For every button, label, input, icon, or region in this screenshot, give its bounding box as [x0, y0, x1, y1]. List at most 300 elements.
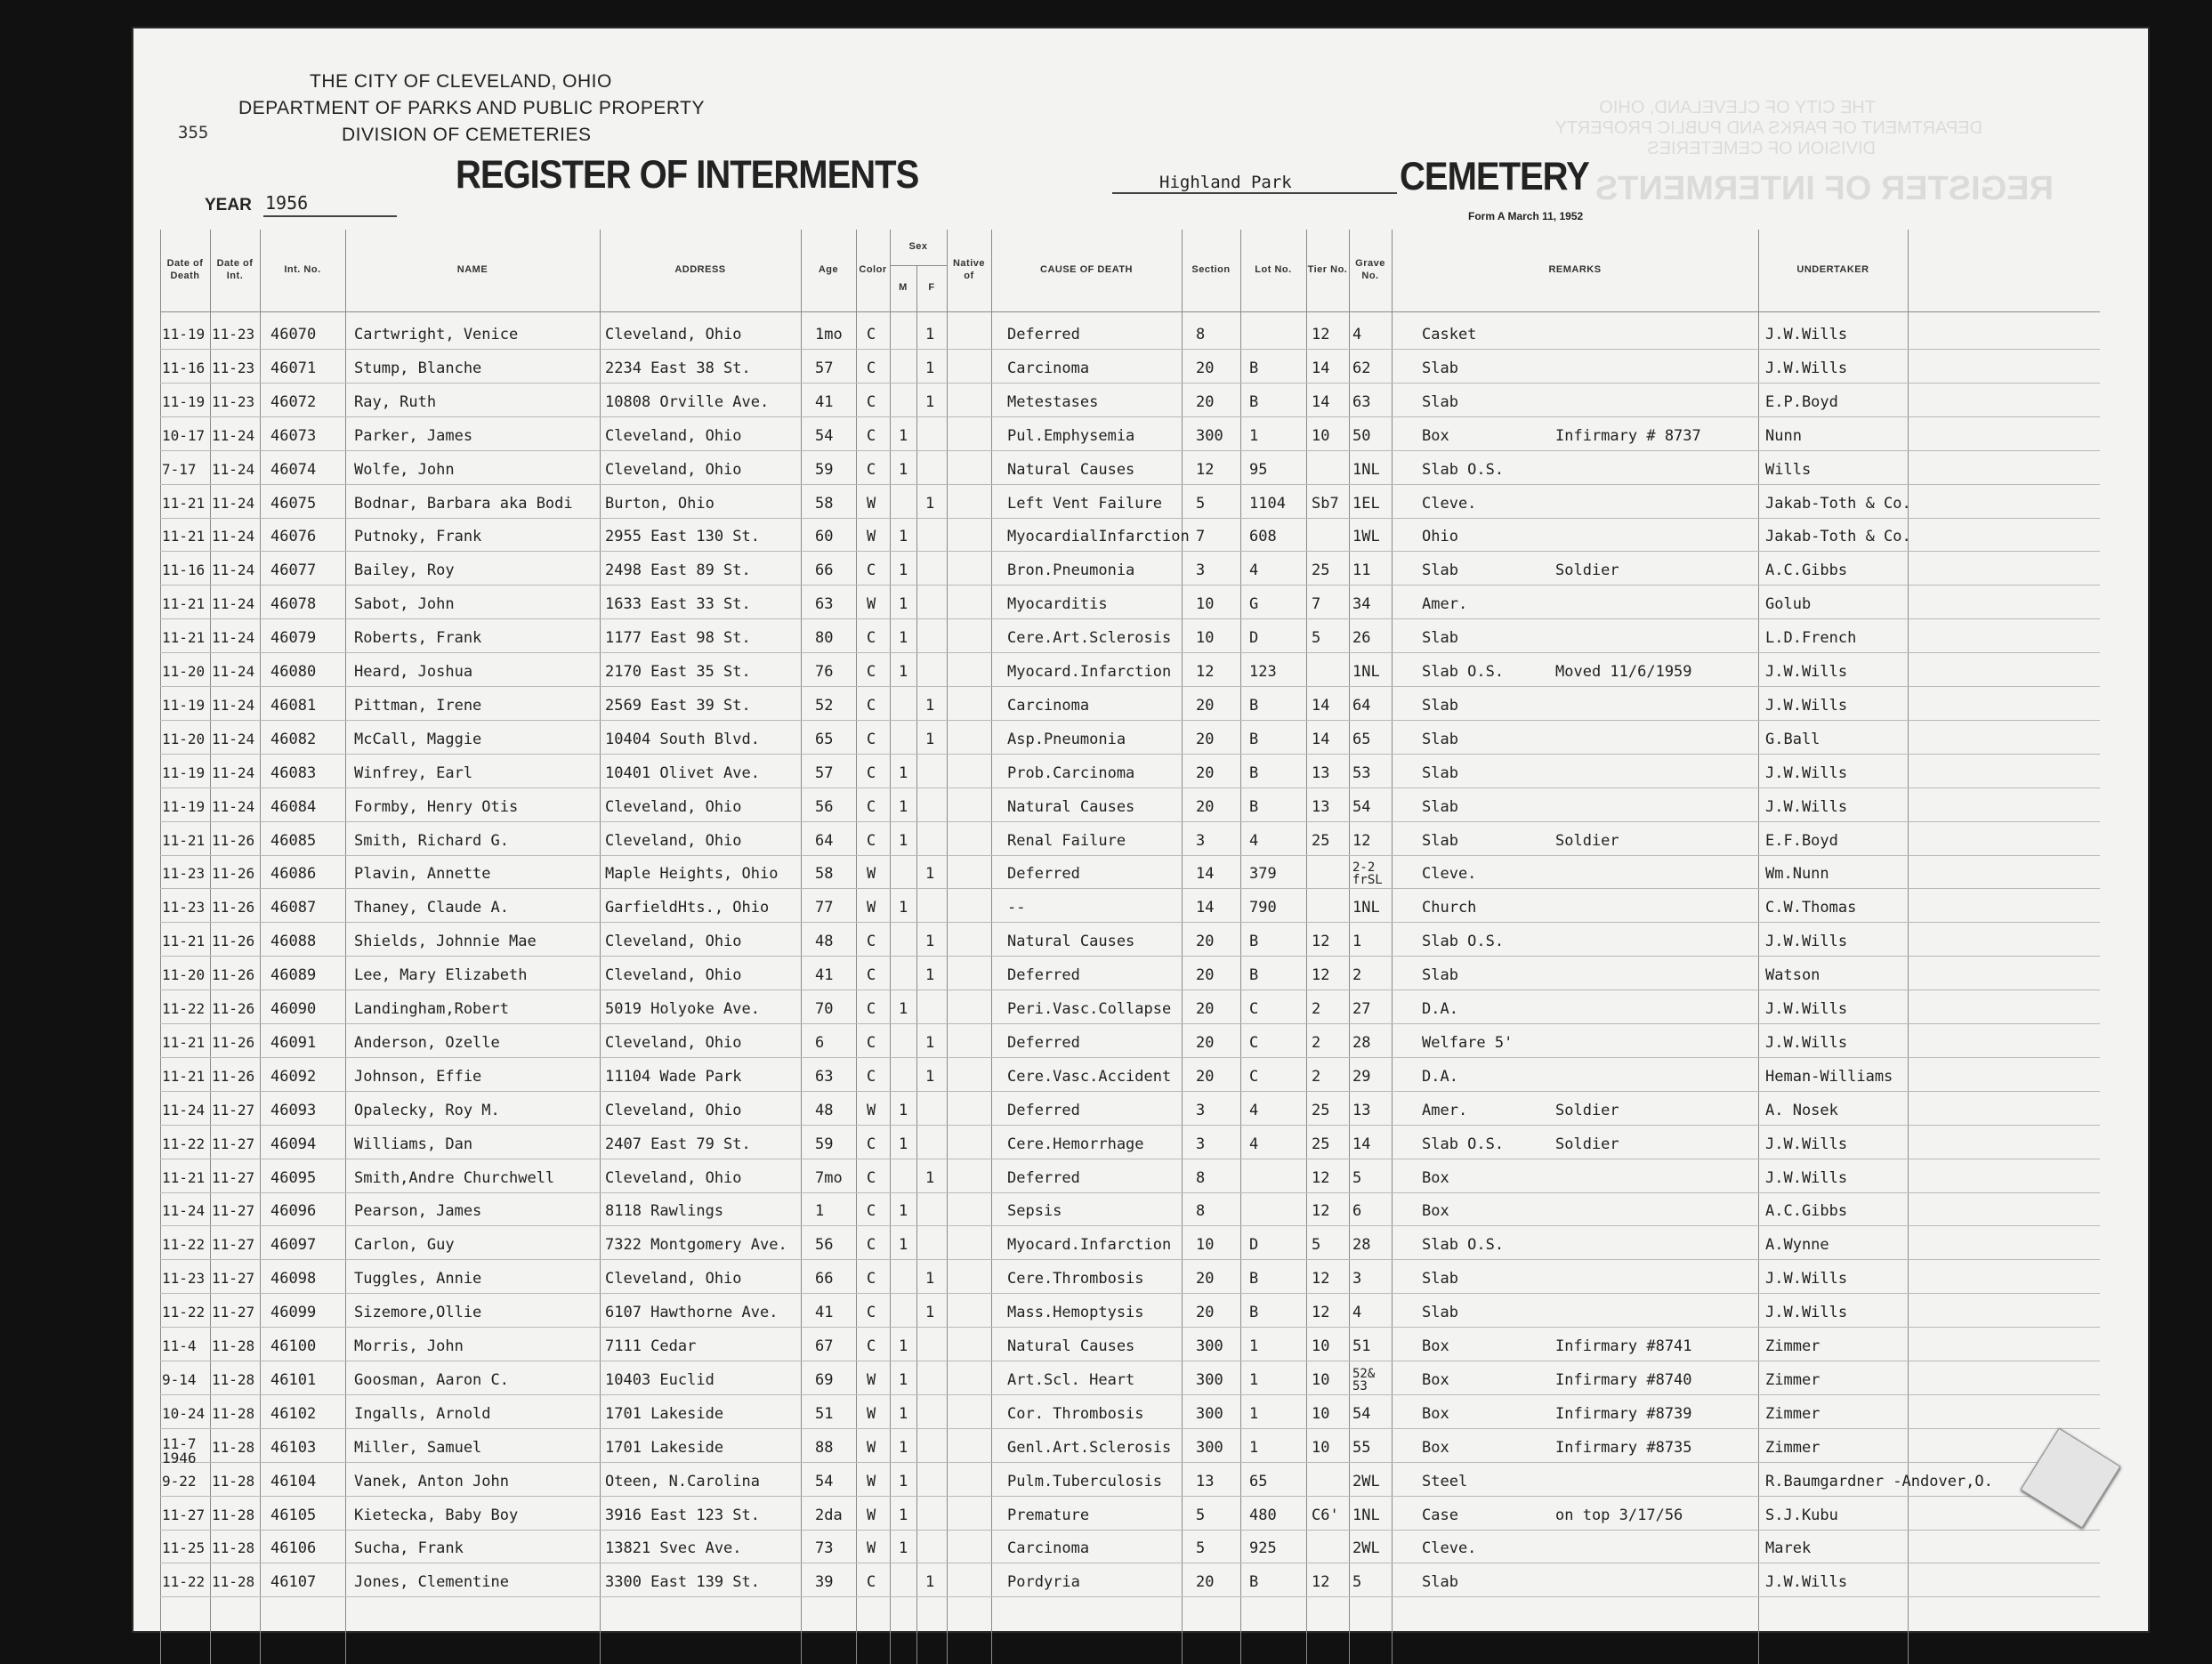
- cell-sex-m: 1: [899, 1337, 908, 1355]
- cell-remarks-note: Soldier: [1555, 561, 1619, 579]
- cell-section: 5: [1196, 1506, 1206, 1524]
- col-name: NAME: [456, 264, 488, 276]
- cell-address: 10401 Olivet Ave.: [605, 764, 760, 782]
- cell-age: 7mo: [815, 1169, 843, 1187]
- cell-lot: B: [1249, 933, 1259, 950]
- cell-tier: 10: [1312, 1439, 1330, 1457]
- cell-grave: 28: [1352, 1034, 1371, 1052]
- cell-remarks-disposition: D.A.: [1422, 1000, 1458, 1018]
- cell-cause: Cere.Hemorrhage: [1007, 1135, 1144, 1153]
- cell-remarks-disposition: Ohio: [1422, 528, 1458, 545]
- cell-name: Miller, Samuel: [354, 1439, 482, 1457]
- cell-lot: 4: [1249, 1135, 1259, 1153]
- row-rule: [160, 1530, 2100, 1531]
- cell-address: 11104 Wade Park: [605, 1068, 742, 1086]
- cell-section: 10: [1196, 1236, 1215, 1254]
- cell-name: Morris, John: [354, 1337, 464, 1355]
- col-remarks: REMARKS: [1548, 264, 1602, 276]
- cell-cause: Pul.Emphysemia: [1007, 427, 1135, 445]
- cell-grave: 2: [1352, 966, 1362, 984]
- cell-age: 88: [815, 1439, 834, 1457]
- cell-grave: 28: [1352, 1236, 1371, 1254]
- cell-remarks-note: Soldier: [1555, 832, 1619, 850]
- cell-tier: 2: [1312, 1068, 1321, 1086]
- row-rule: [160, 1596, 2100, 1597]
- cell-date-of-death: 11-22: [162, 1135, 206, 1152]
- cell-tier: 12: [1312, 1304, 1330, 1321]
- row-rule: [160, 855, 2100, 856]
- cell-lot: B: [1249, 966, 1259, 984]
- year-underline: [263, 215, 397, 217]
- cell-undertaker: J.W.Wills: [1765, 1304, 1848, 1321]
- cell-remarks-disposition: Cleve.: [1422, 495, 1477, 513]
- row-rule: [160, 349, 2100, 350]
- cell-remarks-disposition: Slab: [1422, 764, 1458, 782]
- cell-cause: Myocard.Infarction: [1007, 663, 1172, 681]
- cell-remarks-disposition: Slab O.S.: [1422, 1236, 1505, 1254]
- cell-undertaker: J.W.Wills: [1765, 1135, 1848, 1153]
- cell-tier: 7: [1312, 595, 1321, 613]
- department-heading: DEPARTMENT OF PARKS AND PUBLIC PROPERTY: [238, 98, 706, 118]
- cell-lot: 925: [1249, 1539, 1277, 1557]
- cell-remarks-disposition: Box: [1422, 427, 1449, 445]
- cell-section: 10: [1196, 629, 1215, 647]
- cell-name: Bodnar, Barbara aka Bodi: [354, 495, 573, 513]
- cell-address: Cleveland, Ohio: [605, 1169, 742, 1187]
- cell-remarks-disposition: Church: [1422, 899, 1477, 917]
- cell-date-of-death: 11-23: [162, 865, 206, 882]
- cell-int-no: 46095: [270, 1169, 317, 1187]
- cell-section: 20: [1196, 764, 1215, 782]
- cell-cause: Myocard.Infarction: [1007, 1236, 1172, 1254]
- cell-tier: 14: [1312, 697, 1330, 715]
- column-rule: [210, 230, 211, 1664]
- cell-undertaker: J.W.Wills: [1765, 764, 1848, 782]
- cell-sex-m: 1: [899, 595, 908, 613]
- cell-cause: Pulm.Tuberculosis: [1007, 1473, 1162, 1490]
- cell-date-of-int: 11-28: [212, 1473, 255, 1490]
- cell-sex-m: 1: [899, 1236, 908, 1254]
- cell-remarks-disposition: Slab: [1422, 393, 1458, 411]
- cell-grave: 3: [1352, 1270, 1362, 1288]
- cell-age: 41: [815, 393, 834, 411]
- cell-undertaker: Wills: [1765, 461, 1812, 479]
- cell-color: W: [867, 528, 876, 545]
- cell-grave: 4: [1352, 1304, 1362, 1321]
- cell-name: Williams, Dan: [354, 1135, 473, 1153]
- row-rule: [160, 1225, 2100, 1226]
- cell-color: C: [867, 461, 876, 479]
- cell-section: 7: [1196, 528, 1206, 545]
- cell-date-of-int: 11-26: [212, 832, 255, 849]
- cell-cause: Premature: [1007, 1506, 1090, 1524]
- cell-grave: 11: [1352, 561, 1371, 579]
- cell-color: W: [867, 899, 876, 917]
- cell-tier: 2: [1312, 1034, 1321, 1052]
- cell-address: Cleveland, Ohio: [605, 798, 742, 816]
- cell-section: 13: [1196, 1473, 1215, 1490]
- cell-lot: B: [1249, 359, 1259, 377]
- cell-grave: 1WL: [1352, 528, 1380, 545]
- cell-cause: Natural Causes: [1007, 1337, 1135, 1355]
- cell-lot: 4: [1249, 1102, 1259, 1119]
- column-rule: [1908, 230, 1909, 1664]
- row-rule: [160, 1293, 2100, 1294]
- page-number: 355: [178, 123, 209, 142]
- cell-date-of-death: 11-20: [162, 966, 206, 983]
- column-rule: [801, 230, 802, 1664]
- cell-grave: 1NL: [1352, 663, 1380, 681]
- cell-cause: Left Vent Failure: [1007, 495, 1162, 513]
- cell-color: C: [867, 731, 876, 748]
- cell-undertaker: E.P.Boyd: [1765, 393, 1838, 411]
- cell-date-of-int: 11-24: [212, 731, 255, 747]
- cell-tier: 12: [1312, 1573, 1330, 1591]
- cell-lot: B: [1249, 697, 1259, 715]
- cell-sex-m: 1: [899, 663, 908, 681]
- cell-address: Cleveland, Ohio: [605, 461, 742, 479]
- cell-undertaker: J.W.Wills: [1765, 1169, 1848, 1187]
- cell-undertaker: A. Nosek: [1765, 1102, 1838, 1119]
- year-value: 1956: [265, 192, 309, 214]
- row-rule: [160, 922, 2100, 923]
- cell-grave: 62: [1352, 359, 1371, 377]
- column-headers: [160, 230, 2030, 311]
- cell-lot: B: [1249, 1270, 1259, 1288]
- cell-section: 3: [1196, 1102, 1206, 1119]
- cell-sex-f: 1: [925, 326, 935, 343]
- cell-date-of-death: 11-21: [162, 1068, 206, 1085]
- row-rule: [160, 450, 2100, 451]
- cell-undertaker: J.W.Wills: [1765, 359, 1848, 377]
- cell-sex-m: 1: [899, 1506, 908, 1524]
- cell-lot: 123: [1249, 663, 1277, 681]
- cell-section: 300: [1196, 427, 1223, 445]
- cell-int-no: 46077: [270, 561, 317, 579]
- cell-address: Oteen, N.Carolina: [605, 1473, 760, 1490]
- row-rule: [160, 484, 2100, 485]
- cell-color: W: [867, 1405, 876, 1423]
- column-rule: [160, 230, 161, 1664]
- cell-int-no: 46093: [270, 1102, 317, 1119]
- cell-sex-f: 1: [925, 1169, 935, 1187]
- cell-name: Pearson, James: [354, 1202, 482, 1220]
- cell-date-of-int: 11-28: [212, 1439, 255, 1456]
- cell-sex-m: 1: [899, 899, 908, 917]
- cell-int-no: 46086: [270, 865, 317, 883]
- cell-int-no: 46072: [270, 393, 317, 411]
- cell-address: 1701 Lakeside: [605, 1439, 724, 1457]
- cell-remarks-note: on top 3/17/56: [1555, 1506, 1683, 1524]
- cell-date-of-int: 11-24: [212, 629, 255, 646]
- cell-color: C: [867, 359, 876, 377]
- cell-age: 41: [815, 966, 834, 984]
- cell-age: 66: [815, 561, 834, 579]
- cell-sex-f: 1: [925, 359, 935, 377]
- cell-date-of-death: 11-22: [162, 1304, 206, 1321]
- cell-age: 48: [815, 1102, 834, 1119]
- cell-sex-f: 1: [925, 933, 935, 950]
- cell-date-of-death: 11-22: [162, 1573, 206, 1590]
- cell-name: Smith,Andre Churchwell: [354, 1169, 555, 1187]
- cell-int-no: 46076: [270, 528, 317, 545]
- col-date-of-int: Date of Int.: [216, 258, 254, 281]
- cell-undertaker: J.W.Wills: [1765, 933, 1848, 950]
- cell-color: C: [867, 1202, 876, 1220]
- cell-remarks-disposition: Amer.: [1422, 595, 1468, 613]
- cell-section: 3: [1196, 561, 1206, 579]
- cell-undertaker: J.W.Wills: [1765, 1270, 1848, 1288]
- cell-remarks-disposition: D.A.: [1422, 1068, 1458, 1086]
- cell-age: 54: [815, 1473, 834, 1490]
- cell-sex-m: 1: [899, 427, 908, 445]
- col-undertaker: UNDERTAKER: [1796, 264, 1869, 276]
- cell-remarks-disposition: Slab: [1422, 832, 1458, 850]
- cell-date-of-death: 11-21: [162, 595, 206, 612]
- cell-tier: 13: [1312, 764, 1330, 782]
- cell-int-no: 46071: [270, 359, 317, 377]
- cell-sex-f: 1: [925, 1068, 935, 1086]
- cell-remarks-note: Infirmary # 8737: [1555, 427, 1701, 445]
- cell-grave: 51: [1352, 1337, 1371, 1355]
- cell-color: C: [867, 764, 876, 782]
- cell-address: 3916 East 123 St.: [605, 1506, 760, 1524]
- cell-remarks-disposition: Slab: [1422, 1573, 1458, 1591]
- cell-date-of-int: 11-27: [212, 1169, 255, 1186]
- cell-sex-m: 1: [899, 1539, 908, 1557]
- cell-name: Stump, Blanche: [354, 359, 482, 377]
- cell-remarks-note: Soldier: [1555, 1102, 1619, 1119]
- cell-tier: 25: [1312, 1135, 1330, 1153]
- column-rule: [1306, 230, 1307, 1664]
- cell-int-no: 46101: [270, 1371, 317, 1389]
- cell-undertaker: Golub: [1765, 595, 1812, 613]
- cell-date-of-death: 11-21: [162, 629, 206, 646]
- cell-date-of-int: 11-26: [212, 933, 255, 949]
- cell-cause: Deferred: [1007, 1102, 1080, 1119]
- cell-remarks-disposition: Slab O.S.: [1422, 461, 1505, 479]
- cell-cause: Bron.Pneumonia: [1007, 561, 1135, 579]
- cell-address: 8118 Rawlings: [605, 1202, 724, 1220]
- cell-grave: 65: [1352, 731, 1371, 748]
- cell-date-of-int: 11-26: [212, 899, 255, 916]
- cell-sex-m: 1: [899, 1000, 908, 1018]
- cell-date-of-death: 11-20: [162, 731, 206, 747]
- cell-int-no: 46105: [270, 1506, 317, 1524]
- cell-age: 76: [815, 663, 834, 681]
- cell-color: C: [867, 663, 876, 681]
- cell-color: C: [867, 1068, 876, 1086]
- cell-address: Cleveland, Ohio: [605, 832, 742, 850]
- cell-date-of-death: 7-17: [162, 461, 197, 478]
- cell-int-no: 46091: [270, 1034, 317, 1052]
- cell-name: Opalecky, Roy M.: [354, 1102, 500, 1119]
- cell-age: 57: [815, 359, 834, 377]
- row-rule: [160, 754, 2100, 755]
- cell-tier: 10: [1312, 1337, 1330, 1355]
- cell-grave: 5: [1352, 1573, 1362, 1591]
- cell-color: W: [867, 1102, 876, 1119]
- cell-undertaker: Zimmer: [1765, 1405, 1820, 1423]
- row-rule: [160, 821, 2100, 822]
- column-rule: [600, 230, 601, 1664]
- cell-cause: Sepsis: [1007, 1202, 1062, 1220]
- cell-date-of-death: 11-19: [162, 764, 206, 781]
- cell-color: C: [867, 1169, 876, 1187]
- cell-name: Plavin, Annette: [354, 865, 491, 883]
- cell-tier: 12: [1312, 326, 1330, 343]
- cell-date-of-int: 11-24: [212, 427, 255, 444]
- cemetery-label: CEMETERY: [1400, 155, 1589, 199]
- cell-color: C: [867, 697, 876, 715]
- cell-undertaker: S.J.Kubu: [1765, 1506, 1838, 1524]
- cell-int-no: 46096: [270, 1202, 317, 1220]
- row-rule: [160, 652, 2100, 653]
- cell-grave: 6: [1352, 1202, 1362, 1220]
- cell-name: McCall, Maggie: [354, 731, 482, 748]
- cell-undertaker: Marek: [1765, 1539, 1812, 1557]
- cell-undertaker: J.W.Wills: [1765, 697, 1848, 715]
- cell-sex-m: 1: [899, 832, 908, 850]
- cell-name: Jones, Clementine: [354, 1573, 509, 1591]
- cell-int-no: 46089: [270, 966, 317, 984]
- row-rule: [160, 618, 2100, 619]
- cell-remarks-disposition: Slab: [1422, 1304, 1458, 1321]
- cell-tier: 12: [1312, 933, 1330, 950]
- cell-address: Cleveland, Ohio: [605, 966, 742, 984]
- cell-name: Smith, Richard G.: [354, 832, 509, 850]
- column-rule: [1758, 230, 1759, 1664]
- cell-sex-m: 1: [899, 1439, 908, 1457]
- col-date-of-death: Date of Death: [166, 258, 204, 281]
- cell-grave: 26: [1352, 629, 1371, 647]
- cell-address: 2498 East 89 St.: [605, 561, 751, 579]
- cell-undertaker: G.Ball: [1765, 731, 1820, 748]
- cell-int-no: 46075: [270, 495, 317, 513]
- cell-undertaker: J.W.Wills: [1765, 663, 1848, 681]
- cell-lot: B: [1249, 1573, 1259, 1591]
- cell-date-of-int: 11-28: [212, 1337, 255, 1354]
- cell-name: Cartwright, Venice: [354, 326, 519, 343]
- year-label: YEAR: [205, 196, 252, 214]
- cell-age: 58: [815, 495, 834, 513]
- cell-remarks-note: Infirmary #8735: [1555, 1439, 1692, 1457]
- cell-sex-m: 1: [899, 1135, 908, 1153]
- cell-int-no: 46097: [270, 1236, 317, 1254]
- cell-name: Lee, Mary Elizabeth: [354, 966, 528, 984]
- city-heading: THE CITY OF CLEVELAND, OHIO: [310, 71, 612, 92]
- cell-grave: 34: [1352, 595, 1371, 613]
- cell-grave: 29: [1352, 1068, 1371, 1086]
- cell-color: C: [867, 1236, 876, 1254]
- cell-color: W: [867, 1371, 876, 1389]
- cell-cause: Art.Scl. Heart: [1007, 1371, 1135, 1389]
- cell-color: C: [867, 1000, 876, 1018]
- cell-name: Vanek, Anton John: [354, 1473, 509, 1490]
- cell-cause: Cere.Art.Sclerosis: [1007, 629, 1172, 647]
- cell-name: Ray, Ruth: [354, 393, 437, 411]
- cell-sex-f: 1: [925, 393, 935, 411]
- cell-remarks-note: Infirmary #8739: [1555, 1405, 1692, 1423]
- cell-undertaker: Wm.Nunn: [1765, 865, 1829, 883]
- row-rule: [160, 1496, 2100, 1497]
- cell-age: 48: [815, 933, 834, 950]
- column-rule: [991, 230, 992, 1664]
- cell-date-of-death: 11-22: [162, 1000, 206, 1017]
- cell-section: 20: [1196, 966, 1215, 984]
- cell-lot: 1: [1249, 1439, 1259, 1457]
- cell-cause: Genl.Art.Sclerosis: [1007, 1439, 1172, 1457]
- cell-grave: 55: [1352, 1439, 1371, 1457]
- cell-section: 300: [1196, 1337, 1223, 1355]
- column-rule: [1392, 230, 1393, 1664]
- cell-date-of-int: 11-27: [212, 1202, 255, 1219]
- cell-lot: B: [1249, 731, 1259, 748]
- cell-int-no: 46103: [270, 1439, 317, 1457]
- row-rule: [160, 1091, 2100, 1092]
- cell-age: 63: [815, 1068, 834, 1086]
- cell-cause: MyocardialInfarction: [1007, 528, 1190, 545]
- cell-section: 300: [1196, 1371, 1223, 1389]
- cell-remarks-note: Moved 11/6/1959: [1555, 663, 1692, 681]
- cell-color: C: [867, 1304, 876, 1321]
- cell-cause: Natural Causes: [1007, 798, 1135, 816]
- cell-cause: Mass.Hemoptysis: [1007, 1304, 1144, 1321]
- cell-date-of-death: 11-21: [162, 495, 206, 512]
- cell-address: 10403 Euclid: [605, 1371, 714, 1389]
- row-rule: [160, 383, 2100, 384]
- cell-section: 3: [1196, 832, 1206, 850]
- col-color: Color: [859, 264, 887, 276]
- cell-date-of-death: 11-19: [162, 326, 206, 343]
- cell-lot: 608: [1249, 528, 1277, 545]
- cell-color: C: [867, 832, 876, 850]
- column-rule: [890, 230, 891, 1664]
- cell-grave: 5: [1352, 1169, 1362, 1187]
- cell-remarks-disposition: Steel: [1422, 1473, 1468, 1490]
- cell-name: Thaney, Claude A.: [354, 899, 509, 917]
- cell-section: 12: [1196, 663, 1215, 681]
- row-rule: [160, 585, 2100, 586]
- cell-remarks-disposition: Slab: [1422, 1270, 1458, 1288]
- cell-int-no: 46106: [270, 1539, 317, 1557]
- col-cause-of-death: CAUSE OF DEATH: [1040, 264, 1133, 276]
- cell-address: Cleveland, Ohio: [605, 1034, 742, 1052]
- cell-int-no: 46070: [270, 326, 317, 343]
- cell-section: 20: [1196, 1304, 1215, 1321]
- cell-date-of-death: 11-23: [162, 1270, 206, 1287]
- cell-undertaker: A.C.Gibbs: [1765, 1202, 1848, 1220]
- cell-section: 14: [1196, 899, 1215, 917]
- cell-lot: 480: [1249, 1506, 1277, 1524]
- cell-tier: 12: [1312, 1169, 1330, 1187]
- cell-int-no: 46084: [270, 798, 317, 816]
- row-rule: [160, 416, 2100, 417]
- cell-tier: 10: [1312, 1405, 1330, 1423]
- cell-undertaker: Jakab-Toth & Co.: [1765, 528, 1911, 545]
- cell-color: C: [867, 326, 876, 343]
- cell-tier: 10: [1312, 1371, 1330, 1389]
- cell-section: 20: [1196, 1068, 1215, 1086]
- cell-cause: Natural Causes: [1007, 461, 1135, 479]
- cell-cause: Deferred: [1007, 865, 1080, 883]
- cell-undertaker: J.W.Wills: [1765, 798, 1848, 816]
- cell-sex-m: 1: [899, 764, 908, 782]
- cell-remarks-note: Infirmary #8740: [1555, 1371, 1692, 1389]
- cell-age: 57: [815, 764, 834, 782]
- cell-tier: 25: [1312, 1102, 1330, 1119]
- cell-name: Johnson, Effie: [354, 1068, 482, 1086]
